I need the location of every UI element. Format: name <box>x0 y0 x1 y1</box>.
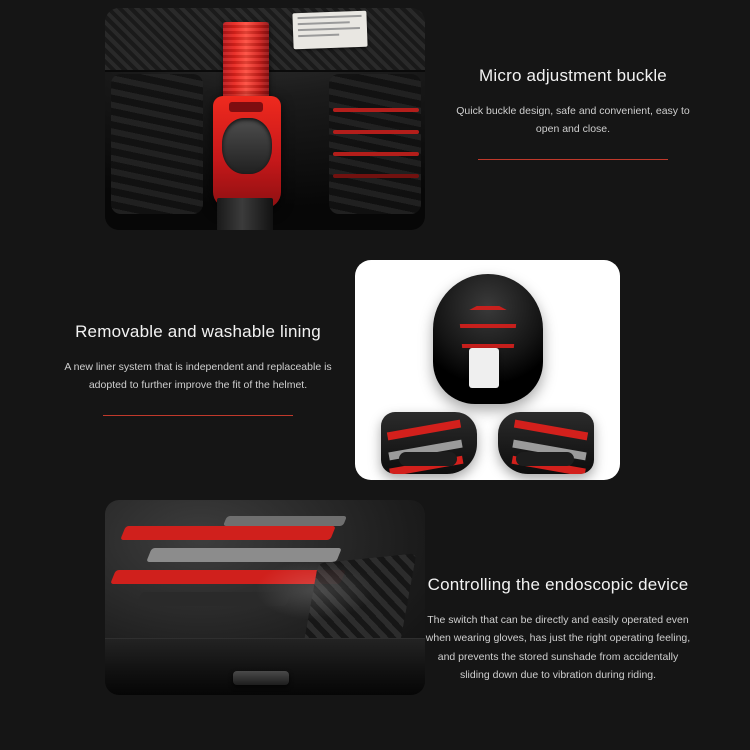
helmet-pad-left <box>111 74 203 214</box>
shell-graphic-stripe <box>223 516 347 526</box>
endoscopic-description: The switch that can be directly and easily operated even when wearing gloves, has just the right operating feeling, and prevents the stored sunshade from accidentally sliding down due to vibration during riding. <box>425 614 691 682</box>
cheek-pad-stripe <box>514 420 588 441</box>
shell-photo <box>105 500 425 695</box>
helmet-comfort-liner <box>433 274 543 404</box>
lining-title: Removable and washable lining <box>75 322 321 341</box>
label-line <box>298 21 350 25</box>
endoscopic-text-block <box>424 575 692 685</box>
label-line <box>298 27 360 31</box>
buckle-divider <box>478 159 668 160</box>
lining-divider <box>103 415 293 416</box>
helmet-pad-right <box>329 74 421 214</box>
cheek-pad-base <box>399 452 457 466</box>
lining-photo <box>355 260 620 480</box>
cheek-pad-stripe <box>387 420 461 441</box>
lining-photo-backdrop <box>355 260 620 480</box>
endoscopic-title: Controlling the endoscopic device <box>427 575 689 594</box>
label-line <box>298 15 362 19</box>
black-strap-tail <box>217 198 273 230</box>
shell-lower-edge <box>105 638 425 695</box>
buckle-text-block <box>448 66 698 160</box>
lining-description: A new liner system that is independent and replaceable is adopted to further improve the fit of the helmet. <box>64 361 332 392</box>
cheek-pad-right <box>498 412 594 474</box>
cheek-pad-left <box>381 412 477 474</box>
shell-graphic-stripe <box>120 526 336 540</box>
buckle-photo <box>105 8 425 230</box>
cheek-pad-base <box>516 452 574 466</box>
sunshade-switch <box>233 671 289 685</box>
buckle-title: Micro adjustment buckle <box>479 66 667 85</box>
buckle-description: Quick buckle design, safe and convenient, easy to open and close. <box>456 105 690 136</box>
label-line <box>298 34 339 37</box>
quick-release-buckle <box>213 96 281 208</box>
shell-graphic-stripe <box>146 548 342 562</box>
shell-graphic-stripe <box>110 570 346 584</box>
lining-text-block <box>58 322 338 416</box>
strap-care-label <box>292 11 367 50</box>
shell-graphic-stripe <box>136 592 292 606</box>
